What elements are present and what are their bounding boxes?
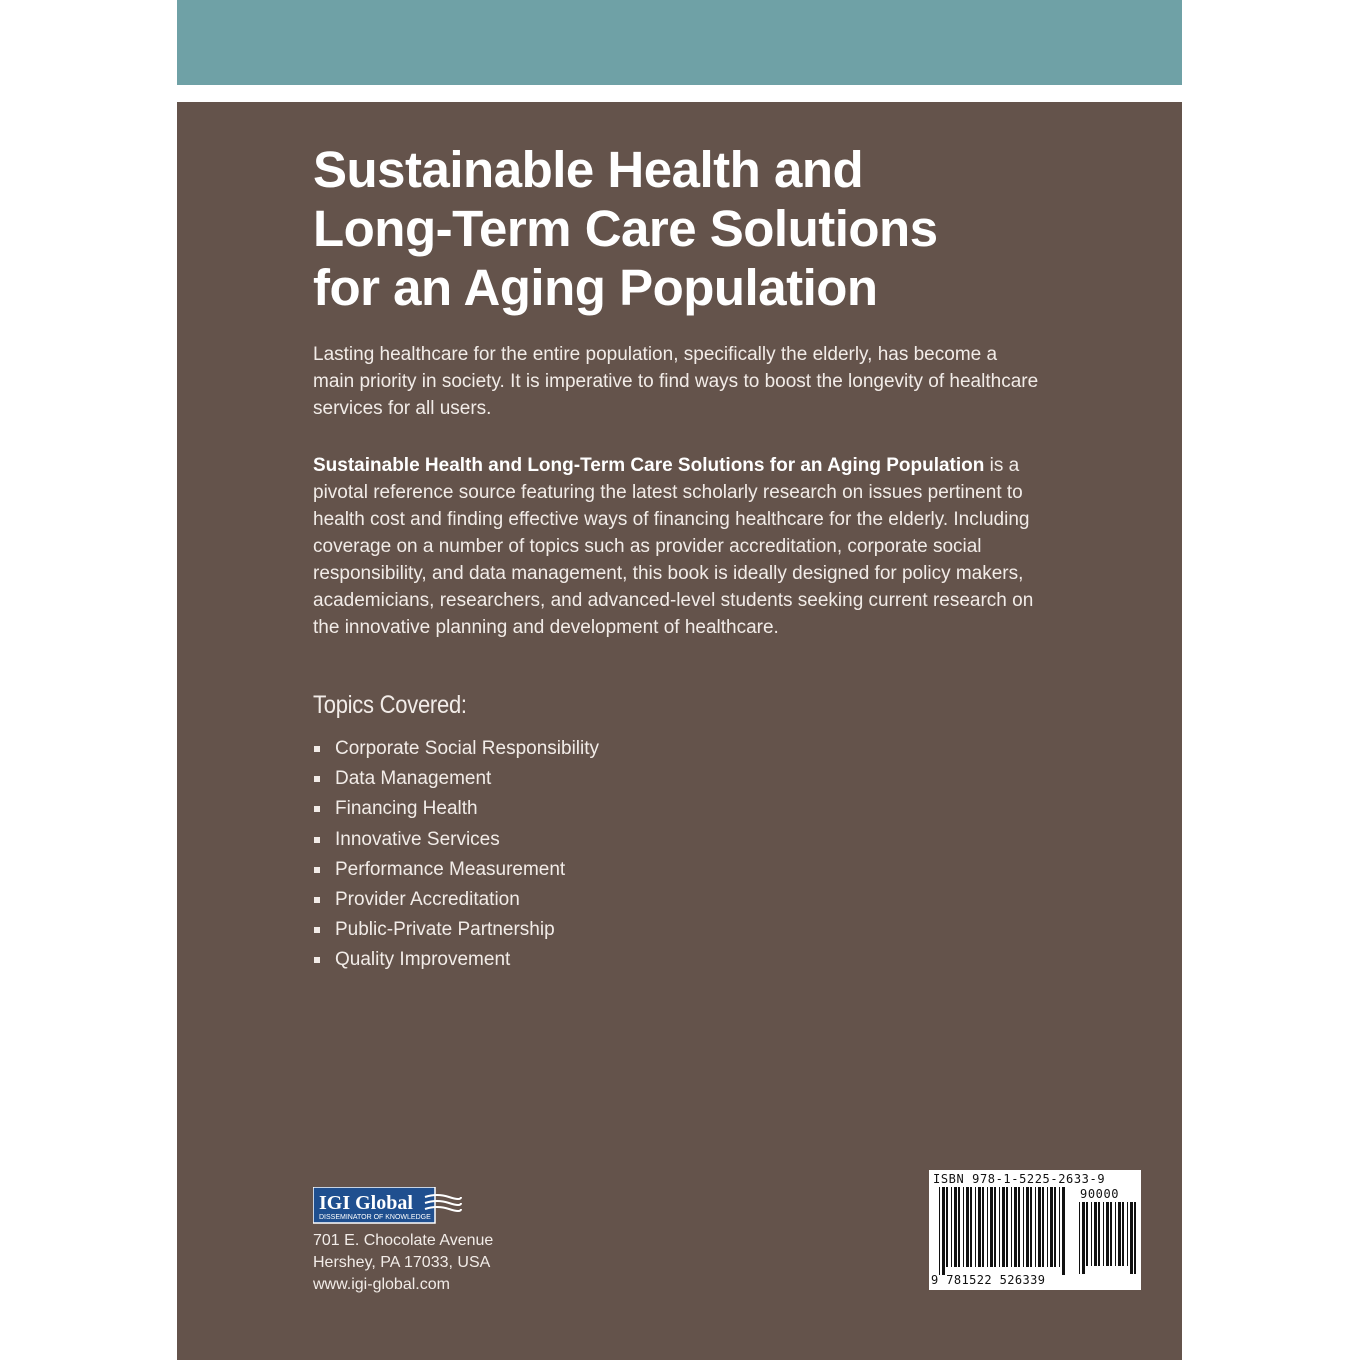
barcode-bar xyxy=(1122,1202,1124,1266)
topic-item xyxy=(313,764,813,794)
barcode-bar xyxy=(999,1187,1000,1267)
logo-tagline: DISSEMINATOR OF KNOWLEDGE xyxy=(319,1214,431,1221)
barcode-bar xyxy=(946,1187,948,1267)
barcode-bar xyxy=(1026,1187,1029,1267)
bullet-icon xyxy=(314,776,320,782)
topic-label: Innovative Services xyxy=(335,828,500,850)
barcode-bar xyxy=(978,1187,981,1267)
barcode-bar xyxy=(1050,1187,1053,1267)
logo-name: IGI Global xyxy=(319,1192,413,1214)
topic-item xyxy=(313,885,813,915)
barcode-bar xyxy=(1018,1187,1020,1267)
barcode-bar xyxy=(1023,1187,1024,1267)
barcode-bar xyxy=(1130,1202,1133,1274)
bullet-icon xyxy=(314,837,320,843)
publisher-address xyxy=(313,1230,613,1296)
barcode-bar xyxy=(954,1187,957,1267)
barcode-bar xyxy=(994,1187,996,1267)
barcode-bar xyxy=(1011,1187,1012,1267)
topic-label: Public-Private Partnership xyxy=(335,919,555,941)
isbn-number: ISBN 978-1-5225-2633-9 xyxy=(933,1172,1106,1186)
barcode-bar xyxy=(963,1187,964,1267)
address-street: 701 E. Chocolate Avenue xyxy=(313,1232,494,1249)
top-color-band xyxy=(177,0,1182,85)
barcode-bar xyxy=(1106,1202,1109,1266)
barcode-bar xyxy=(970,1187,972,1267)
barcode-bar xyxy=(1035,1187,1036,1267)
bullet-icon xyxy=(314,867,320,873)
topic-label: Performance Measurement xyxy=(335,858,566,880)
ean-number: 9 781522 526339 xyxy=(931,1273,1046,1287)
intro-paragraph: Lasting healthcare for the entire population, specifically the elderly, has become a main priority in society. It is imperative to find ways to boost the longevity of healthcare services for all users. xyxy=(313,344,1039,419)
barcode-bar xyxy=(1042,1187,1044,1267)
topic-item xyxy=(313,794,813,824)
barcode-bar xyxy=(1110,1202,1112,1266)
barcode-bar xyxy=(1030,1187,1032,1267)
topic-label: Data Management xyxy=(335,768,492,790)
barcode-bar xyxy=(1115,1202,1116,1266)
topic-item xyxy=(313,945,813,975)
back-cover xyxy=(177,102,1182,1360)
title-line-1: Sustainable Health and xyxy=(313,141,864,198)
topic-item xyxy=(313,825,813,855)
barcode-bar xyxy=(1094,1202,1097,1266)
bullet-icon xyxy=(314,806,320,812)
igi-global-logo xyxy=(313,1187,463,1225)
barcode-bar xyxy=(1002,1187,1005,1267)
barcode-bar xyxy=(1059,1187,1060,1267)
barcode-bar xyxy=(1079,1202,1080,1274)
description-paragraph xyxy=(313,452,1043,641)
barcode-bar xyxy=(1014,1187,1017,1267)
barcode-bar xyxy=(966,1187,969,1267)
barcode-bar xyxy=(1098,1202,1100,1266)
barcode-bar xyxy=(982,1187,984,1267)
book-title xyxy=(313,140,1073,317)
barcode-bar xyxy=(942,1187,945,1275)
topics-heading: Topics Covered: xyxy=(313,691,467,719)
barcode-bar xyxy=(958,1187,960,1267)
topic-label: Quality Improvement xyxy=(335,949,511,971)
title-line-2: Long-Term Care Solutions xyxy=(313,200,938,257)
barcode-bar xyxy=(1038,1187,1041,1267)
topics-list xyxy=(313,734,813,976)
topic-label: Corporate Social Responsibility xyxy=(335,738,600,759)
description-text: is a pivotal reference source featuring the latest scholarly research on issues pertinent to health cost and finding effective ways of financing healthcare for the elderly. Including coverage on a number of topics such as provider accreditation, corporate social responsibility, and data management, this book is ideally designed for policy makers, academicians, researchers, and advanced-level students seeking current research on the innovative planning and development of healthcare. xyxy=(313,455,1034,638)
barcode-bar xyxy=(975,1187,976,1267)
bullet-icon xyxy=(314,746,320,752)
description-book-title: Sustainable Health and Long-Term Care Solutions for an Aging Population xyxy=(313,455,985,476)
topic-label: Provider Accreditation xyxy=(335,888,520,910)
barcode-bar xyxy=(1103,1202,1104,1266)
topic-item xyxy=(313,855,813,885)
barcode-bar xyxy=(990,1187,993,1267)
barcode-bar xyxy=(939,1187,940,1275)
topic-item xyxy=(313,915,813,945)
barcode-bar xyxy=(1062,1187,1065,1275)
bullet-icon xyxy=(314,957,320,963)
barcode-bar xyxy=(1054,1187,1056,1267)
barcode-bar xyxy=(1091,1202,1092,1266)
bullet-icon xyxy=(314,927,320,933)
barcode-bar xyxy=(951,1187,952,1267)
price-code: 90000 xyxy=(1080,1187,1120,1201)
address-city: Hershey, PA 17033, USA xyxy=(313,1254,491,1271)
main-barcode-bars xyxy=(939,1187,1067,1275)
barcode-bar xyxy=(1134,1202,1136,1274)
barcode-bar xyxy=(1127,1202,1128,1266)
isbn-barcode xyxy=(929,1170,1141,1290)
title-line-3: for an Aging Population xyxy=(313,259,878,316)
publisher-website-link[interactable]: www.igi-global.com xyxy=(313,1276,450,1293)
barcode-bar xyxy=(1082,1202,1085,1274)
barcode-bar xyxy=(1118,1202,1121,1266)
addon-barcode-bars xyxy=(1079,1202,1137,1274)
barcode-bar xyxy=(1047,1187,1048,1267)
topic-item xyxy=(313,734,813,764)
barcode-bar xyxy=(1086,1202,1088,1266)
bullet-icon xyxy=(314,897,320,903)
topic-label: Financing Health xyxy=(335,798,478,820)
barcode-bar xyxy=(1006,1187,1008,1267)
barcode-bar xyxy=(987,1187,988,1267)
